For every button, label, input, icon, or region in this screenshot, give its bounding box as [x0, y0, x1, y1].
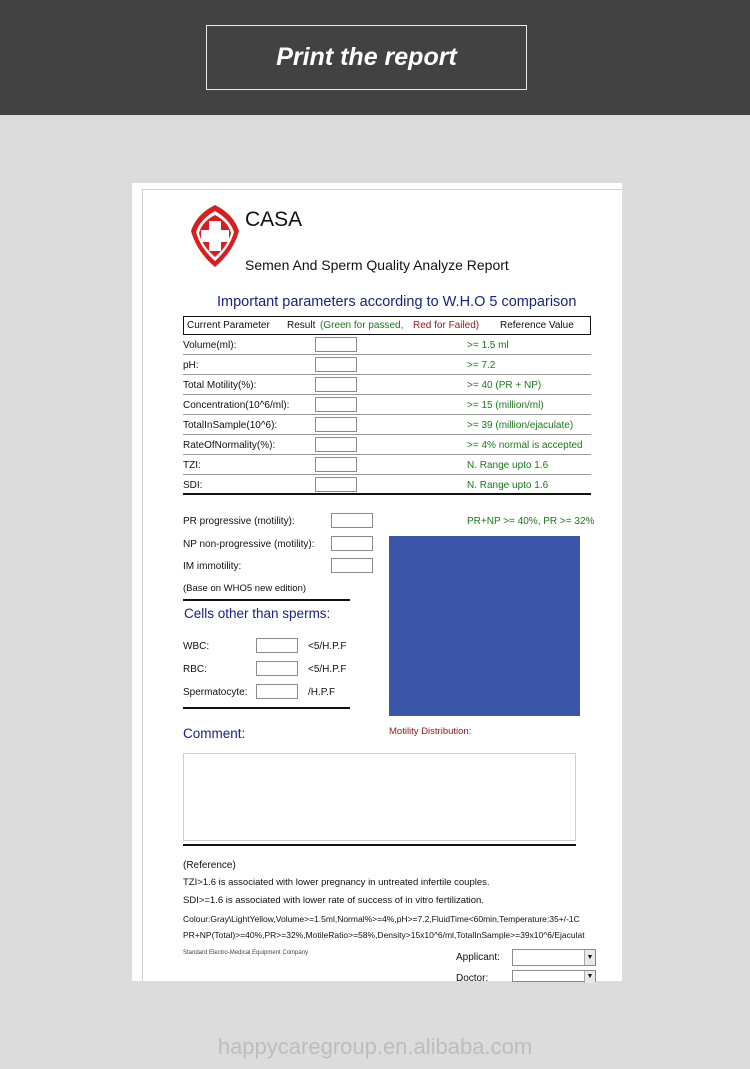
parameter-label: TotalInSample(10^6):: [183, 420, 278, 431]
report-subtitle: Semen And Sperm Quality Analyze Report: [245, 257, 509, 273]
section-title: Important parameters according to W.H.O 5 comparison: [217, 294, 577, 310]
reference-value: N. Range upto 1.6: [467, 480, 549, 491]
header-green-note: (Green for passed,: [320, 320, 404, 331]
cells-title: Cells other than sperms:: [184, 606, 331, 621]
who5-note: (Base on WHO5 new edition): [183, 583, 307, 594]
spermatocyte-unit: /H.P.F: [308, 687, 336, 698]
pr-progressive-label: PR progressive (motility):: [183, 516, 295, 527]
parameter-row: [183, 375, 591, 395]
header-result: Result: [287, 320, 316, 331]
wbc-unit: <5/H.P.F: [308, 641, 347, 652]
watermark: happycaregroup.en.alibaba.com: [217, 1034, 533, 1059]
wbc-label: WBC:: [183, 641, 210, 652]
parameter-label: Total Motility(%):: [183, 380, 257, 391]
reference-value: >= 4% normal is accepted: [467, 440, 583, 451]
result-field[interactable]: [315, 457, 357, 472]
doctor-select[interactable]: [512, 970, 596, 982]
print-report-label: Print the report: [276, 43, 457, 71]
parameter-label: Volume(ml):: [183, 340, 237, 351]
pr-progressive-field[interactable]: [331, 513, 373, 528]
dropdown-arrow-icon: ▼: [584, 950, 595, 965]
doctor-label: Doctor:: [456, 973, 489, 984]
reference-sdi: SDI>=1.6 is associated with lower rate of success of in vitro fertilization.: [183, 895, 484, 906]
parameter-row: [183, 475, 591, 495]
reference-line-2: PR+NP(Total)>=40%,PR>=32%,MotileRatio>=58%,Density>15x10^6/ml,TotalInSample>=39x10^6/Ejaculat: [183, 930, 585, 940]
header-current-parameter: Current Parameter: [187, 320, 270, 331]
red-cross-logo-icon: [189, 203, 241, 269]
np-non-progressive-field[interactable]: [331, 536, 373, 551]
parameter-label: SDI:: [183, 480, 203, 491]
applicant-label: Applicant:: [456, 952, 500, 963]
reference-value: >= 1.5 ml: [467, 340, 509, 351]
reference-tzi: TZI>1.6 is associated with lower pregnancy in untreated infertile couples.: [183, 877, 490, 888]
result-field[interactable]: [315, 417, 357, 432]
parameter-row: [183, 455, 591, 475]
result-field[interactable]: [315, 397, 357, 412]
print-report-button[interactable]: [206, 25, 527, 90]
result-field[interactable]: [315, 377, 357, 392]
result-field[interactable]: [315, 437, 357, 452]
im-immotility-field[interactable]: [331, 558, 373, 573]
dropdown-arrow-icon: ▼: [584, 971, 595, 983]
motility-distribution-chart: [389, 536, 580, 716]
parameter-row: [183, 435, 591, 455]
motility-distribution-label: Motility Distribution:: [389, 726, 472, 737]
reference-value: >= 15 (million/ml): [467, 400, 544, 411]
divider: [183, 599, 350, 601]
parameter-label: pH:: [183, 360, 199, 371]
report-title: CASA: [245, 208, 303, 231]
result-field[interactable]: [315, 477, 357, 492]
comment-title: Comment:: [183, 726, 246, 741]
report-page: [142, 189, 622, 984]
reference-title: (Reference): [183, 860, 236, 871]
im-immotility-label: IM immotility:: [183, 561, 242, 572]
company-name: Standard Electro-Medical Equipment Company: [183, 950, 309, 956]
parameter-label: Concentration(10^6/ml):: [183, 400, 290, 411]
np-non-progressive-label: NP non-progressive (motility):: [183, 539, 315, 550]
divider: [183, 844, 576, 846]
result-field[interactable]: [315, 357, 357, 372]
spermatocyte-field[interactable]: [256, 684, 298, 699]
parameter-row: [183, 415, 591, 435]
banner: [0, 0, 750, 115]
reference-value: N. Range upto 1.6: [467, 460, 549, 471]
divider: [183, 707, 350, 709]
rbc-label: RBC:: [183, 664, 207, 675]
wbc-field[interactable]: [256, 638, 298, 653]
motility-reference: PR+NP >= 40%, PR >= 32%: [467, 516, 595, 527]
header-reference-value: Reference Value: [500, 320, 574, 331]
applicant-select[interactable]: [512, 949, 596, 966]
comment-textarea[interactable]: [183, 753, 576, 841]
parameter-label: RateOfNormality(%):: [183, 440, 276, 451]
parameter-table-header: [183, 316, 591, 335]
rbc-field[interactable]: [256, 661, 298, 676]
result-field[interactable]: [315, 337, 357, 352]
report-document: [132, 183, 622, 984]
parameter-row: [183, 395, 591, 415]
reference-value: >= 40 (PR + NP): [467, 380, 542, 391]
parameter-label: TZI:: [183, 460, 201, 471]
spermatocyte-label: Spermatocyte:: [183, 687, 248, 698]
reference-value: >= 7.2: [467, 360, 496, 371]
rbc-unit: <5/H.P.F: [308, 664, 347, 675]
header-red-note: Red for Failed): [413, 320, 480, 331]
parameter-row: [183, 335, 591, 355]
parameter-row: [183, 355, 591, 375]
reference-line-1: Colour:Gray\LightYellow,Volume>=1.5ml,Normal%>=4%,pH>=7.2,FluidTime<60min,Temperature:35+/-1C: [183, 914, 580, 924]
reference-value: >= 39 (million/ejaculate): [467, 420, 574, 431]
